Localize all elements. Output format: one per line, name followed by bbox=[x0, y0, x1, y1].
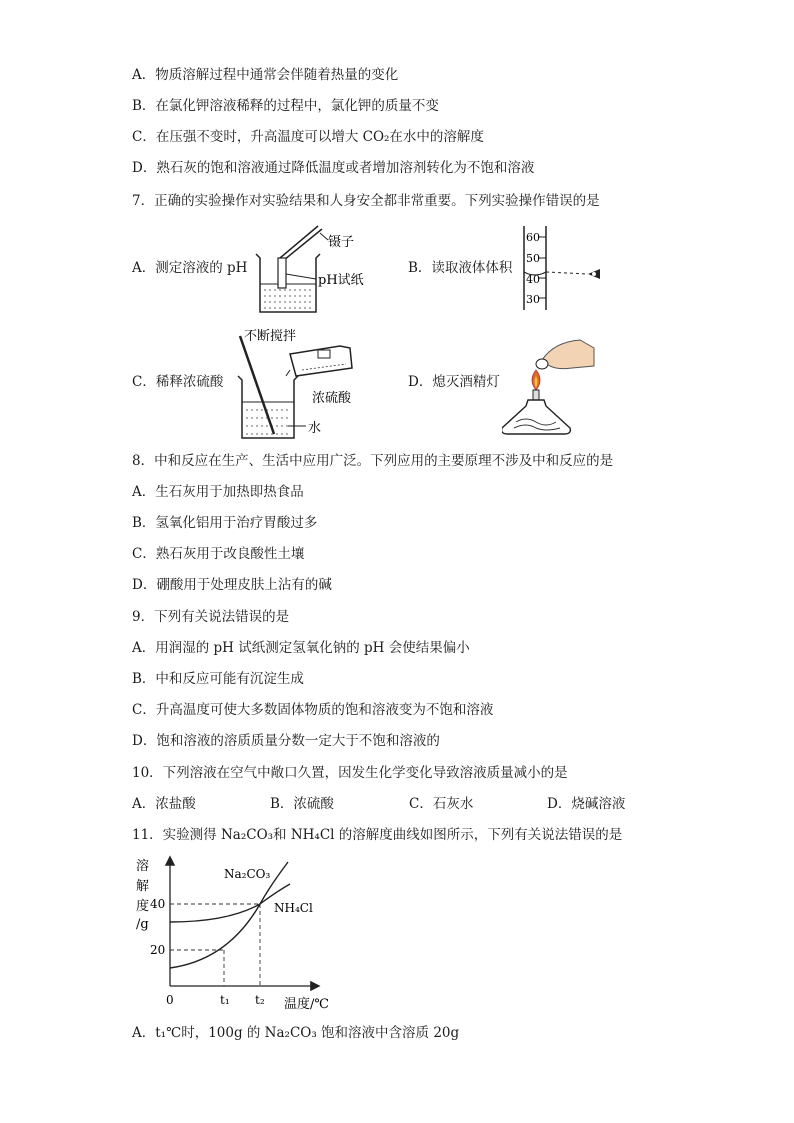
stir-label: 不断搅拌 bbox=[244, 329, 297, 344]
q9-option-b: B．中和反应可能有沉淀生成 bbox=[132, 671, 304, 687]
alcohol-lamp-figure bbox=[502, 334, 598, 438]
q9-stem: 9．下列有关说法错误的是 bbox=[132, 609, 290, 625]
q8-option-c: C．熟石灰用于改良酸性土壤 bbox=[132, 546, 305, 562]
q9-option-a: A．用润湿的 pH 试纸测定氢氧化钠的 pH 会使结果偏小 bbox=[132, 640, 470, 656]
tweezers-label: 镊子 bbox=[328, 235, 355, 250]
xtick-t2: t₂ bbox=[255, 993, 265, 1007]
q7-stem: 7．正确的实验操作对实验结果和人身安全都非常重要。下列实验操作错误的是 bbox=[132, 193, 600, 209]
dilute-acid-figure bbox=[232, 326, 372, 442]
eye-icon bbox=[588, 269, 600, 279]
ph-paper-label: pH试纸 bbox=[318, 273, 364, 288]
xlabel: 温度/℃ bbox=[284, 997, 329, 1012]
q9-option-d: D．饱和溶液的溶质质量分数一定大于不饱和溶液的 bbox=[132, 733, 440, 749]
cylinder-reading-figure bbox=[518, 226, 608, 312]
ytick-40: 40 bbox=[150, 897, 166, 911]
q6-option-c: C．在压强不变时，升高温度可以增大 CO₂在水中的溶解度 bbox=[132, 129, 484, 145]
acid-label: 浓硫酸 bbox=[312, 391, 352, 406]
q7-option-c-label: C．稀释浓硫酸 bbox=[132, 374, 224, 390]
q8-option-d: D．硼酸用于处理皮肤上沾有的碱 bbox=[132, 577, 332, 593]
series-label-nh4cl: NH₄Cl bbox=[274, 901, 313, 915]
tick-40: 40 bbox=[526, 273, 540, 286]
q11-stem: 11．实验测得 Na₂CO₃和 NH₄Cl 的溶解度曲线如图所示，下列有关说法错误的是 bbox=[132, 827, 623, 843]
q10-stem: 10．下列溶液在空气中敞口久置，因发生化学变化导致溶液质量减小的是 bbox=[132, 765, 568, 781]
ylabel-char-2: 解 bbox=[136, 879, 150, 894]
ylabel-char-1: 溶 bbox=[136, 859, 150, 874]
nh4cl-curve bbox=[170, 884, 290, 922]
q8-option-b: B．氢氧化铝用于治疗胃酸过多 bbox=[132, 515, 318, 531]
q10-option-d: D．烧碱溶液 bbox=[547, 796, 626, 812]
q10-option-a: A．浓盐酸 bbox=[132, 796, 196, 812]
q8-stem: 8．中和反应在生产、生活中应用广泛。下列应用的主要原理不涉及中和反应的是 bbox=[132, 453, 614, 469]
q7-option-b-label: B．读取液体体积 bbox=[408, 260, 513, 276]
q11-option-a: A．t₁℃时，100g 的 Na₂CO₃ 饱和溶液中含溶质 20g bbox=[132, 1025, 460, 1041]
solubility-curve-chart bbox=[128, 854, 348, 1012]
q8-option-a: A．生石灰用于加热即热食品 bbox=[132, 484, 304, 500]
q7-option-d-label: D．熄灭酒精灯 bbox=[408, 374, 500, 390]
xtick-0: 0 bbox=[166, 993, 174, 1007]
ph-test-figure bbox=[248, 224, 378, 318]
ytick-20: 20 bbox=[150, 943, 166, 957]
q6-option-d: D．熟石灰的饱和溶液通过降低温度或者增加溶剂转化为不饱和溶液 bbox=[132, 160, 535, 176]
xtick-t1: t₁ bbox=[220, 993, 230, 1007]
ylabel-char-4: /g bbox=[136, 917, 149, 932]
q10-option-b: B．浓硫酸 bbox=[270, 796, 334, 812]
tick-60: 60 bbox=[526, 231, 540, 244]
tick-50: 50 bbox=[526, 252, 540, 265]
q7-option-a-label: A．测定溶液的 pH bbox=[132, 260, 248, 276]
q9-option-c: C．升高温度可使大多数固体物质的饱和溶液变为不饱和溶液 bbox=[132, 702, 494, 718]
q6-option-a: A．物质溶解过程中通常会伴随着热量的变化 bbox=[132, 67, 399, 83]
water-label: 水 bbox=[308, 421, 322, 436]
series-label-na2co3: Na₂CO₃ bbox=[224, 867, 271, 881]
ylabel-char-3: 度 bbox=[136, 899, 150, 914]
q10-option-c: C．石灰水 bbox=[409, 796, 474, 812]
q6-option-b: B．在氯化钾溶液稀释的过程中，氯化钾的质量不变 bbox=[132, 98, 439, 114]
tick-30: 30 bbox=[526, 293, 540, 306]
